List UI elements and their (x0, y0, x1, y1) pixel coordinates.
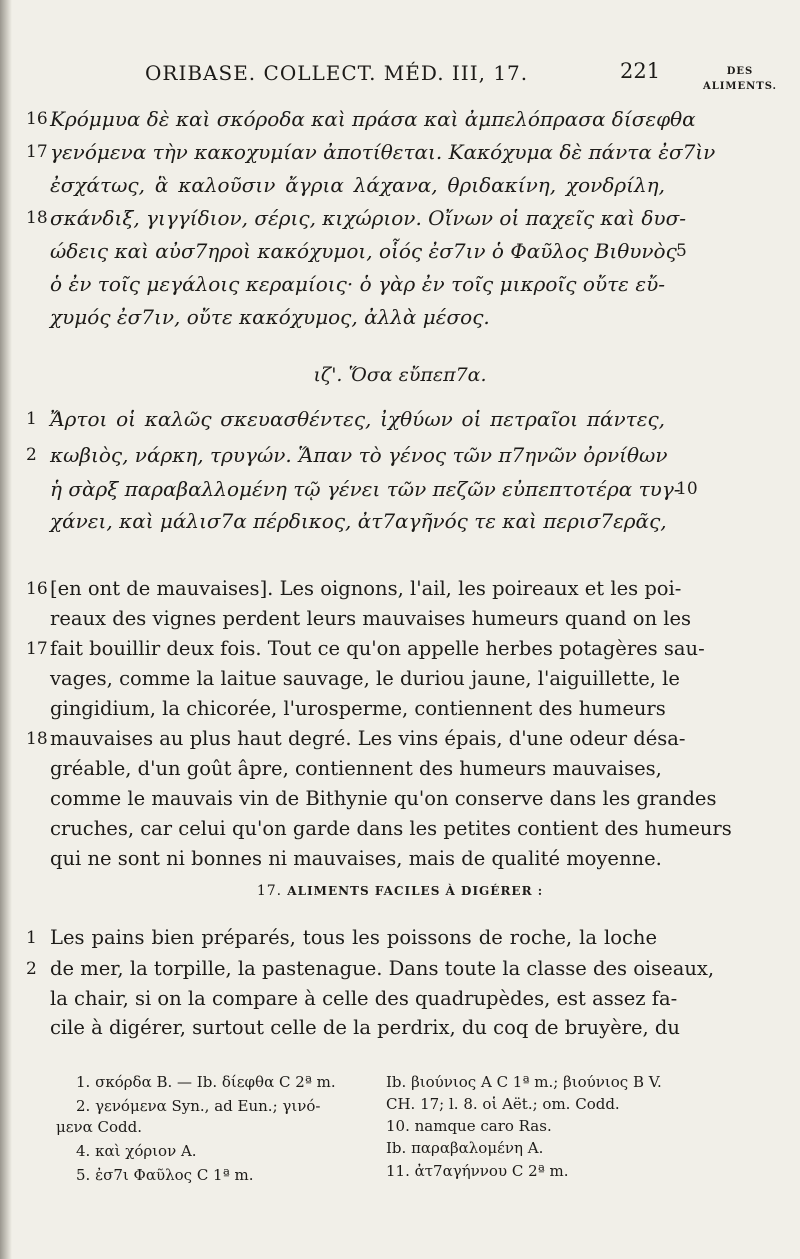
greek-line-text: Κρόμμυα δὲ καὶ σκόροδα καὶ πράσα καὶ ἀμπελόπρασα δίσεφθα (50, 107, 696, 131)
footnote: μενα Codd. (56, 1118, 143, 1136)
greek-line-text: γενόμενα τὴν κακοχυμίαν ἀποτίθεται. Κακόχυμα δὲ πάντα ἐσ7ὶν (50, 140, 716, 164)
french-line-text: gréable, d'un goût âpre, contiennent des humeurs mauvaises, (50, 757, 662, 780)
section-number: 17. (256, 883, 283, 899)
greek-line-text: χυμός ἐσ7ιν, οὔτε κακόχυμος, ἀλλὰ μέσος. (50, 305, 490, 329)
greek-line-text: κωβιὸς, νάρκη, τρυγών. Ἅπαν τὸ γένος τῶν π7ηνῶν ὀρνίθων (50, 443, 668, 467)
greek-line (0, 203, 800, 233)
french-line (0, 984, 800, 1014)
french-line-text: cile à digérer, surtout celle de la perdrix, du coq de bruyère, du (50, 1016, 680, 1039)
french-line-text: fait bouillir deux fois. Tout ce qu'on appelle herbes potagères sau- (50, 637, 705, 660)
footnote: 10. namque caro Ras. (386, 1117, 552, 1135)
greek-line (0, 302, 800, 332)
french-line (0, 724, 800, 754)
footnote: 5. ἐσ7ι Φαῦλος C 1ª m. (76, 1166, 254, 1184)
greek-line-text: ὁ ἐν τοῖς μεγάλοις κεραμίοις· ὁ γὰρ ἐν τοῖς μικροῖς οὔτε εὔ- (50, 272, 665, 296)
french-line (0, 694, 800, 724)
page-number: 221 (620, 59, 661, 83)
french-line-text: reaux des vignes perdent leurs mauvaises humeurs quand on les (50, 607, 692, 630)
french-line (0, 574, 800, 604)
footnote: 4. καὶ χόριον A. (76, 1142, 197, 1160)
greek-line-text: χάνει, καὶ μάλισ7α πέρδικος, ἀτ7αγῆνός τε καὶ περισ7ερᾶς, (50, 509, 667, 533)
line-number: 2 (26, 959, 37, 979)
greek-section-title: ιζ'. Ὅσα εὔπεπ7α. (313, 364, 487, 386)
french-section-title (0, 883, 800, 899)
french-line-text: cruches, car celui qu'on garde dans les petites contient des humeurs (50, 817, 732, 840)
greek-line (0, 440, 800, 470)
margin-heading-line1: DES (726, 66, 754, 77)
french-line-text: de mer, la torpille, la pastenague. Dans toute la classe des oiseaux, (50, 957, 715, 980)
greek-line-text: ώδεις καὶ αὐσ7ηροὶ κακόχυμοι, οἷός ἐσ7ιν ὁ Φαῦλος Βιθυνὸς (50, 239, 677, 263)
right-line-number: 5 (676, 241, 687, 261)
footnote: Ib. βιούνιος A C 1ª m.; βιούνιος B V. (386, 1073, 662, 1091)
french-line (0, 1013, 800, 1043)
french-line-text: Les pains bien préparés, tous les poissons de roche, la loche (50, 926, 657, 949)
greek-line-text: σκάνδιξ, γιγγίδιον, σέρις, κιχώριον. Οἴνων οἱ παχεῖς καὶ δυσ- (50, 206, 686, 230)
footnote: Ib. παραβαλομένη A. (386, 1139, 544, 1157)
french-line-text: mauvaises au plus haut degré. Les vins épais, d'une odeur désa- (50, 727, 686, 750)
greek-line (0, 474, 800, 504)
greek-line (0, 506, 800, 536)
french-line (0, 664, 800, 694)
line-number: 16 (26, 579, 48, 599)
greek-line (0, 104, 800, 134)
footnote: 11. ἀτ7αγήννου C 2ª m. (386, 1162, 569, 1180)
french-line-text: vages, comme la laitue sauvage, le duriou jaune, l'aiguillette, le (50, 667, 680, 690)
line-number: 17 (26, 639, 48, 659)
section-title-text: ALIMENTS FACILES À DIGÉRER : (287, 884, 544, 898)
greek-line-text: Ἄρτοι οἱ καλῶς σκευασθέντες, ἰχθύων οἱ πετραῖοι πάντες, (50, 407, 665, 431)
right-line-number: 10 (676, 479, 698, 499)
french-line-text: comme le mauvais vin de Bithynie qu'on conserve dans les grandes (50, 787, 717, 810)
greek-line (0, 137, 800, 167)
greek-line (0, 170, 800, 200)
footnote: 2. γενόμενα Syn., ad Eun.; γινό- (76, 1097, 321, 1115)
french-line (0, 844, 800, 874)
french-line (0, 814, 800, 844)
line-number: 1 (26, 928, 37, 948)
french-line (0, 754, 800, 784)
french-line (0, 954, 800, 984)
french-line-text: la chair, si on la compare à celle des quadrupèdes, est assez fa- (50, 987, 678, 1010)
french-line-text: gingidium, la chicorée, l'urosperme, contiennent des humeurs (50, 697, 666, 720)
greek-line-text: ἐσχάτως, ἃ καλοῦσιν ἄγρια λάχανα, θριδακίνη, χονδρίλη, (50, 173, 665, 197)
line-number: 1 (26, 409, 37, 429)
french-line-text: qui ne sont ni bonnes ni mauvaises, mais de qualité moyenne. (50, 847, 662, 870)
greek-line (0, 269, 800, 299)
french-line (0, 634, 800, 664)
line-number: 18 (26, 729, 48, 749)
line-number: 2 (26, 445, 37, 465)
footnote: CH. 17; l. 8. οἱ Aët.; om. Codd. (386, 1095, 620, 1113)
footnote: 1. σκόρδα B. — Ib. δίεφθα C 2ª m. (76, 1073, 336, 1091)
greek-line (0, 236, 800, 266)
french-line (0, 923, 800, 953)
french-line (0, 604, 800, 634)
french-line (0, 784, 800, 814)
greek-line (0, 404, 800, 434)
margin-heading (700, 64, 780, 94)
line-number: 18 (26, 208, 48, 228)
margin-heading-line2: ALIMENTS. (702, 81, 778, 92)
line-number: 16 (26, 109, 48, 129)
greek-line-text: ἡ σὰρξ παραβαλλομένη τῷ γένει τῶν πεζῶν εὐπεπτοτέρα τυγ- (50, 477, 681, 501)
line-number: 17 (26, 142, 48, 162)
french-line-text: [en ont de mauvaises]. Les oignons, l'ail, les poireaux et les poi- (50, 577, 682, 600)
running-header-title: ORIBASE. COLLECT. MÉD. III, 17. (145, 61, 529, 85)
